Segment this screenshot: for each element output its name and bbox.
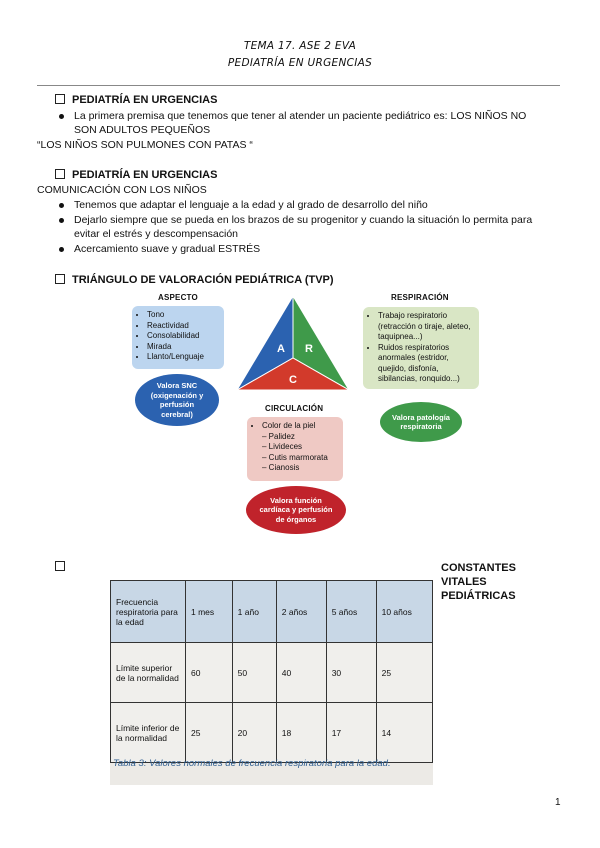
doc-title: TEMA 17. ASE 2 EVA (243, 40, 357, 52)
table-row (111, 703, 433, 763)
table-header-cell: 10 años (376, 581, 432, 643)
table-cell: Límite superior de la normalidad (111, 643, 186, 703)
circulacion-label: CIRCULACIÓN (265, 404, 324, 413)
table-cell: 60 (186, 643, 233, 703)
section1-quote: “LOS NIÑOS SON PULMONES CON PATAS “ (37, 139, 253, 151)
circulacion-box: • Color de la piel – Palidez – Livideces – Cutis marmorata – Cianosis (247, 417, 343, 481)
section4-checkbox[interactable] (55, 561, 72, 573)
table-cell: 25 (186, 703, 233, 763)
section2-bullet-2: Dejarlo siempre que se pueda en los brazos de su progenitor y cuando la situación lo permita para (74, 214, 533, 226)
section1-bullet: La primera premisa que tenemos que tener al atender un paciente pediátrico es: LOS NIÑOS NO (74, 110, 527, 122)
section1-bullet-cont: SON ADULTOS PEQUEÑOS (74, 124, 211, 136)
table-header-cell: 1 año (232, 581, 276, 643)
table-header-cell: 2 años (276, 581, 326, 643)
table-header-row (111, 581, 433, 643)
aspecto-oval: Valora SNC (oxigenación y perfusión cerebral) (135, 374, 219, 426)
checkbox-icon[interactable] (55, 561, 65, 571)
section1-heading: PEDIATRÍA EN URGENCIAS (55, 94, 217, 106)
aspecto-label: ASPECTO (158, 293, 198, 302)
circulacion-oval: Valora función cardíaca y perfusión de órganos (246, 486, 346, 534)
section3-heading: TRIÁNGULO DE VALORACIÓN PEDIÁTRICA (TVP) (55, 274, 334, 286)
table-header-cell: Frecuencia respiratoria para la edad (111, 581, 186, 643)
triangle-c-label: C (289, 374, 297, 386)
table-caption: Tabla 3: Valores normales de frecuencia respiratoria para la edad. (113, 758, 391, 769)
triangle-r-label: R (305, 343, 313, 355)
section2-subtitle: COMUNICACIÓN CON LOS NIÑOS (37, 184, 207, 196)
bullet-icon (59, 247, 64, 252)
respiratory-rate-table (110, 580, 433, 763)
table-cell: Límite inferior de la normalidad (111, 703, 186, 763)
section2-bullet-2-cont: evitar el estrés y descompensación (74, 228, 238, 240)
checkbox-icon[interactable] (55, 169, 65, 179)
respiratory-rate-figure (110, 580, 433, 785)
table-header-cell: 5 años (326, 581, 376, 643)
table-cell: 18 (276, 703, 326, 763)
section2-bullet-1: Tenemos que adaptar el lenguaje a la edad y al grado de desarrollo del niño (74, 199, 428, 211)
section2-bullet-3: Acercamiento suave y gradual ESTRÉS (74, 243, 261, 255)
table-header-cell: 1 mes (186, 581, 233, 643)
table-cell: 25 (376, 643, 432, 703)
page-number: 1 (555, 797, 561, 808)
section2-heading: PEDIATRÍA EN URGENCIAS (55, 169, 217, 181)
table-cell: 17 (326, 703, 376, 763)
aspecto-box: • Tono • Reactividad • Consolabilidad • Mirada • Llanto/Lenguaje (132, 306, 224, 369)
table-cell: 20 (232, 703, 276, 763)
section4-heading: CONSTANTES VITALES PEDIÁTRICAS (441, 562, 516, 602)
checkbox-icon[interactable] (55, 94, 65, 104)
table-cell: 50 (232, 643, 276, 703)
bullet-icon (59, 203, 64, 208)
bullet-icon (59, 114, 64, 119)
table-cell: 40 (276, 643, 326, 703)
respiracion-oval: Valora patología respiratoria (380, 402, 462, 442)
header-divider (37, 85, 560, 86)
tvp-triangle (234, 294, 352, 392)
table-row (111, 643, 433, 703)
table-cell: 14 (376, 703, 432, 763)
table-cell: 30 (326, 643, 376, 703)
respiracion-label: RESPIRACIÓN (391, 293, 449, 302)
bullet-icon (59, 218, 64, 223)
checkbox-icon[interactable] (55, 274, 65, 284)
respiracion-box: • Trabajo respiratorio (retracción o tiraje, aleteo, taquipnea...) • Ruidos respiratorios anormales (estridor, quejido, disfonía, sibilancias, ronquido...) (363, 307, 479, 389)
triangle-a-label: A (277, 343, 285, 355)
doc-subtitle: PEDIATRÍA EN URGENCIAS (227, 57, 373, 69)
